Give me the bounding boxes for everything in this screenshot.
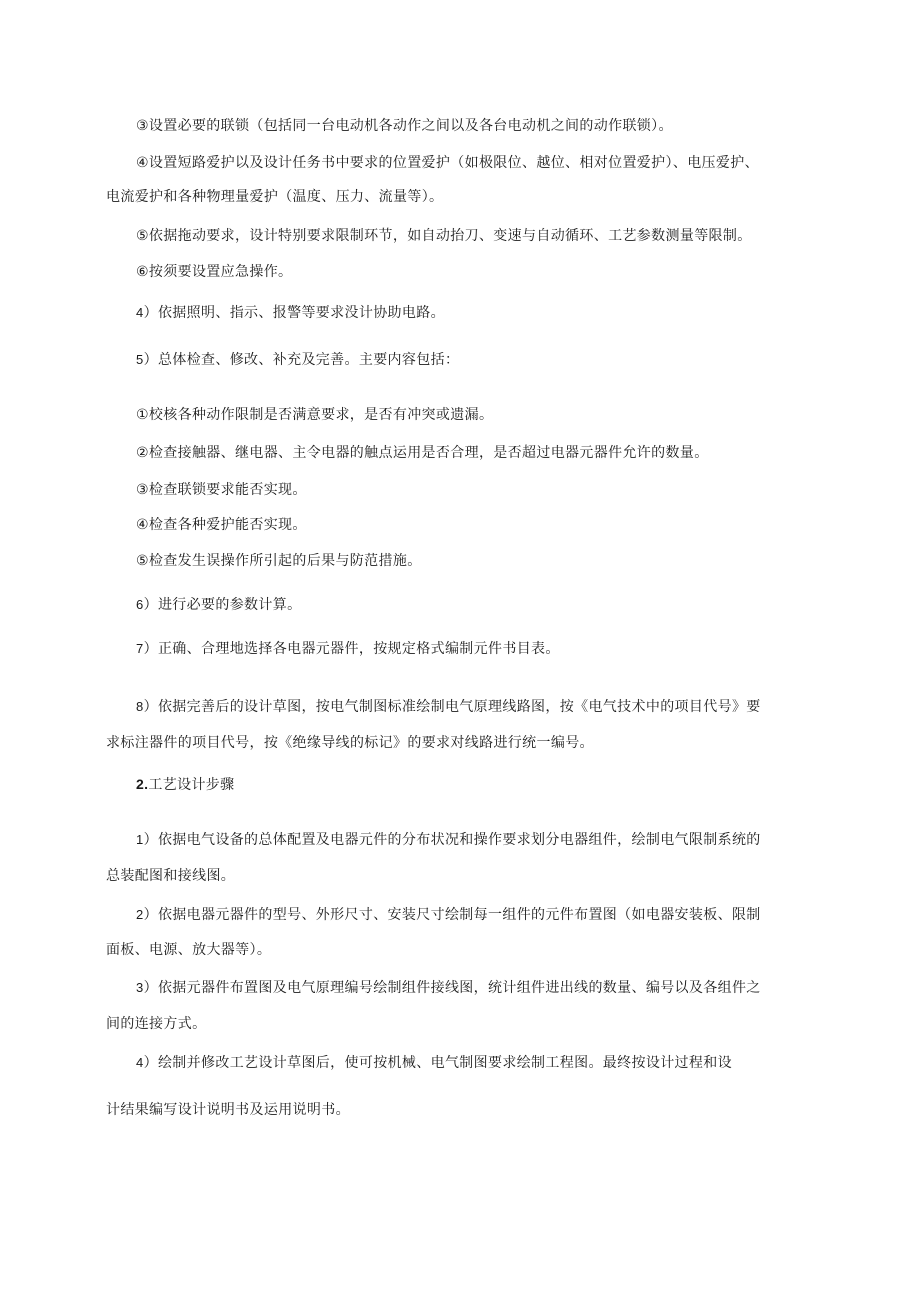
section-heading	[136, 774, 235, 795]
list-item-7	[136, 639, 560, 659]
paragraph-special-control: ⑤依据拖动要求，设计特别要求限制环节，如自动抬刀、变速与自动循环、工艺参数测量等限制。	[136, 228, 752, 244]
list-number: 7	[136, 641, 144, 656]
list-text: ）总体检查、修改、补充及完善。主要内容包括：	[143, 352, 460, 368]
list-text: ）依据元器件布置图及电气原理编号绘制组件接线图，统计组件进出线的数量、编号以及各组件之	[143, 980, 761, 996]
process-step-2-line1	[136, 905, 761, 925]
check-item-3: ③检查联锁要求能否实现。	[136, 482, 307, 498]
list-item-6	[136, 595, 301, 615]
process-step-4-line2: 计结果编写设计说明书及运用说明书。	[106, 1102, 350, 1118]
list-text: ）依据完善后的设计草图，按电气制图标准绘制电气原理线路图，按《电气技术中的项目代号》要	[143, 699, 761, 715]
list-text: ）绘制并修改工艺设计草图后，使可按机械、电气制图要求绘制工程图。最终按设计过程和设	[143, 1055, 732, 1071]
process-step-1-line2: 总装配图和接线图。	[106, 868, 236, 884]
process-step-1-line1	[136, 830, 761, 850]
paragraph-interlock: ③设置必要的联锁（包括同一台电动机各动作之间以及各台电动机之间的动作联锁）。	[136, 118, 673, 134]
check-item-5: ⑤检查发生误操作所引起的后果与防范措施。	[136, 553, 422, 569]
process-step-2-line2: 面板、电源、放大器等）。	[106, 942, 272, 958]
check-item-2: ②检查接触器、继电器、主令电器的触点运用是否合理，是否超过电器元器件允许的数量。	[136, 445, 709, 461]
list-number: 4	[136, 1055, 144, 1070]
paragraph-protection-line2: 电流爱护和各种物理量爱护（温度、压力、流量等）。	[106, 189, 444, 205]
list-number: 1	[136, 832, 144, 847]
list-text: ）依据电气设备的总体配置及电器元件的分布状况和操作要求划分电器组件，绘制电气限制系统的	[143, 832, 761, 848]
list-item-8-line1	[136, 697, 761, 717]
section-title: 工艺设计步骤	[148, 777, 235, 793]
list-text: ）依据照明、指示、报警等要求没计协助电路。	[143, 305, 445, 321]
check-item-1: ①校核各种动作限制是否满意要求，是否有冲突或遗漏。	[136, 407, 494, 423]
list-number: 8	[136, 699, 144, 714]
process-step-3-line2: 间的连接方式。	[106, 1016, 207, 1032]
process-step-4-line1	[136, 1053, 732, 1073]
list-number: 5	[136, 352, 144, 367]
list-item-4	[136, 303, 445, 323]
list-number: 4	[136, 305, 144, 320]
list-item-8-line2: 求标注器件的项目代号，按《绝缘导线的标记》的要求对线路进行统一编号。	[106, 735, 594, 751]
list-number: 3	[136, 980, 144, 995]
check-item-4: ④检查各种爱护能否实现。	[136, 517, 307, 533]
list-text: ）进行必要的参数计算。	[143, 597, 302, 613]
process-step-3-line1	[136, 978, 761, 998]
section-number: 2.	[136, 776, 149, 792]
list-text: ）依据电器元器件的型号、外形尺寸、安装尺寸绘制每一组件的元件布置图（如电器安装板、限制	[143, 907, 761, 923]
list-item-5	[136, 350, 459, 370]
list-number: 6	[136, 597, 144, 612]
list-number: 2	[136, 907, 144, 922]
paragraph-emergency: ⑥按须要设置应急操作。	[136, 264, 293, 280]
paragraph-protection-line1: ④设置短路爱护以及设计任务书中要求的位置爱护（如极限位、越位、相对位置爱护）、电压爱护、	[136, 155, 759, 171]
list-text: ）正确、合理地选择各电器元器件，按规定格式编制元件书目表。	[143, 641, 560, 657]
